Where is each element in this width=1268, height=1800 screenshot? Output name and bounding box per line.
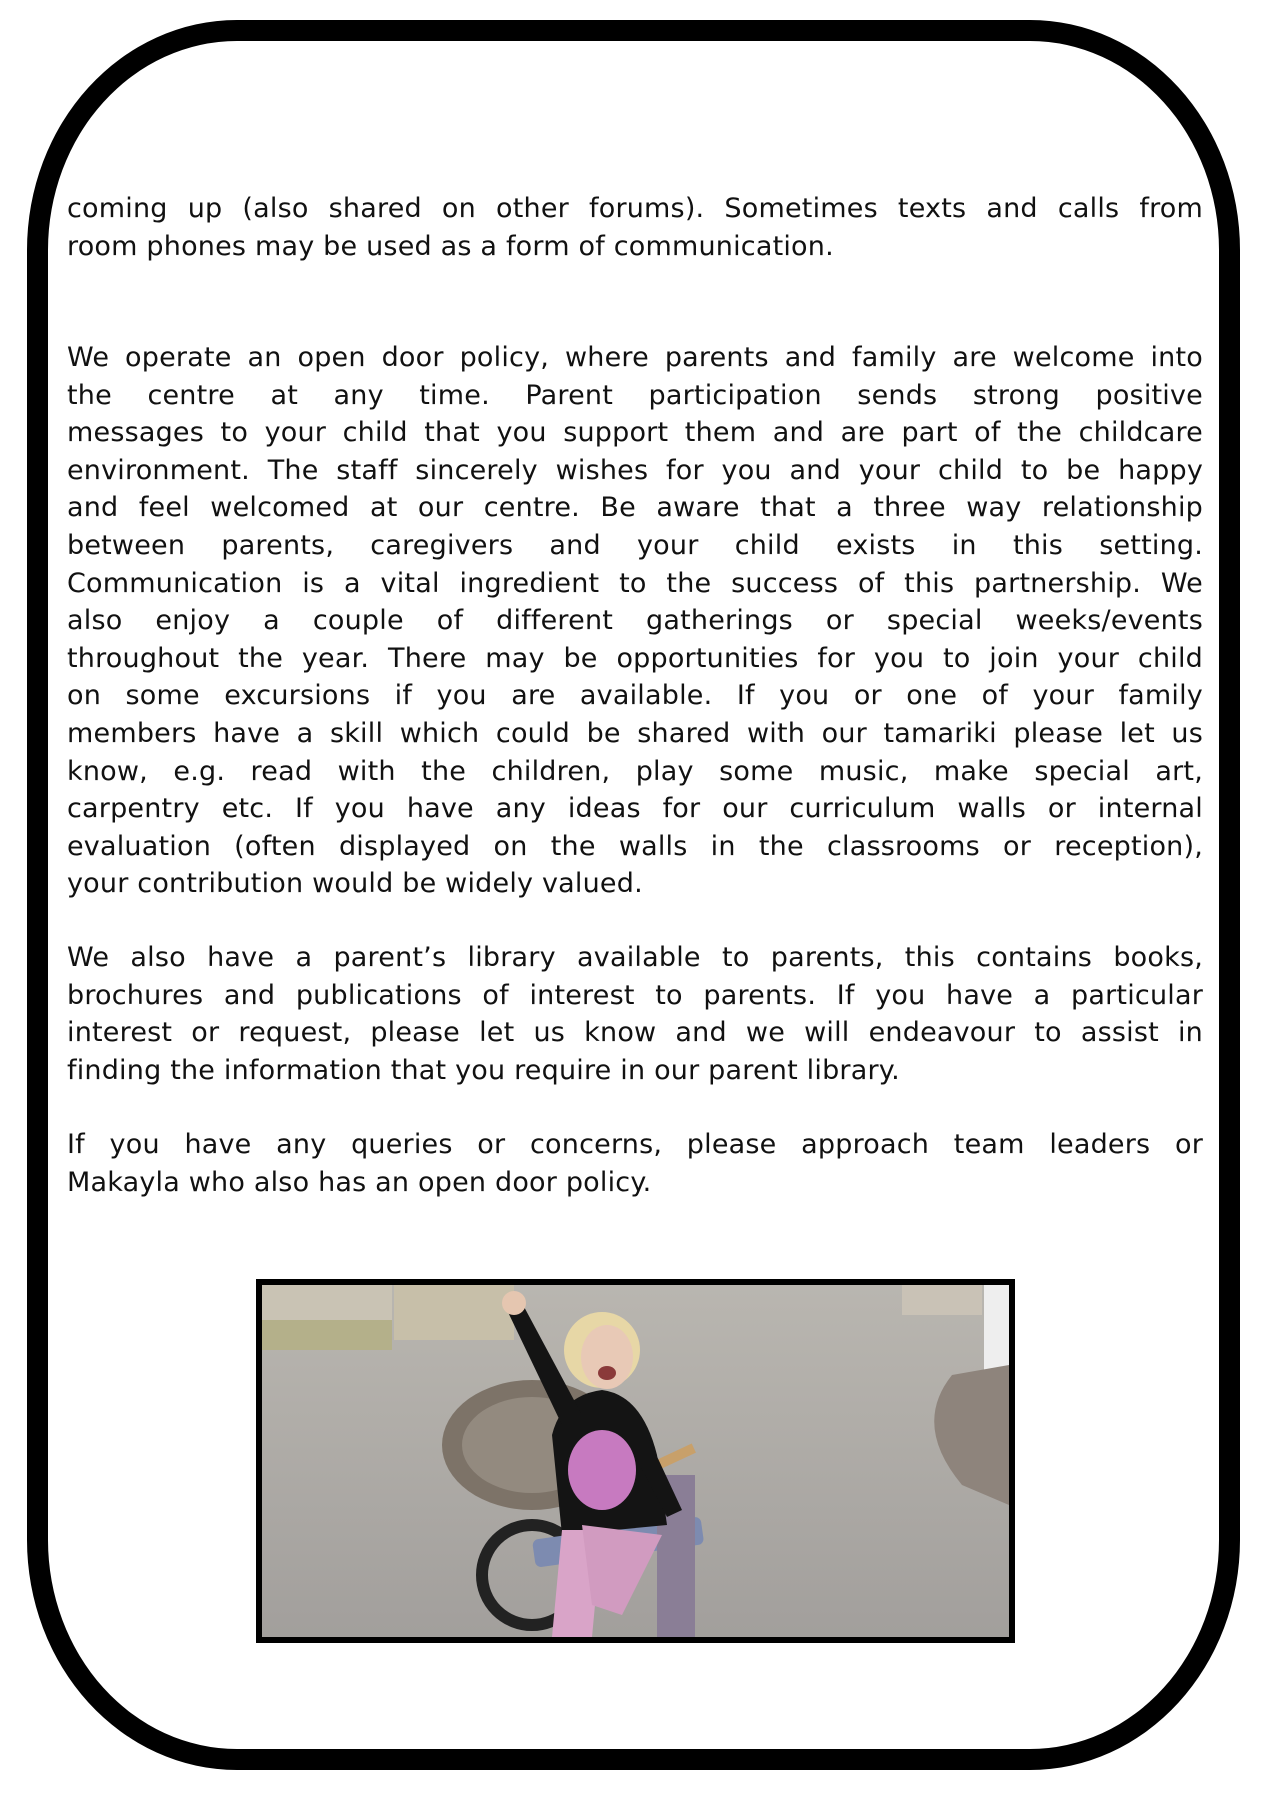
- child-hand: [502, 1291, 526, 1315]
- paragraph-parent-library: [67, 939, 1203, 1089]
- text-line: We also have a parent’s library available to parents, this contains books,: [67, 942, 1203, 973]
- text-line: Makayla who also has an open door policy.: [67, 1166, 652, 1198]
- text-line: evaluation (often displayed on the walls in the classrooms or reception),: [67, 830, 1203, 862]
- photo-illustration: [262, 1285, 1009, 1637]
- text-line: finding the information that you require in our parent library.: [67, 1054, 900, 1086]
- planter-box: [394, 1285, 514, 1340]
- paragraph-communication: [67, 190, 1203, 265]
- text-line: between parents, caregivers and your child exists in this setting.: [67, 529, 1203, 561]
- text-line: room phones may be used as a form of communication.: [67, 230, 834, 262]
- text-line: throughout the year. There may be opportunities for you to join your child: [67, 642, 1203, 674]
- paragraph-queries: [67, 1126, 1203, 1201]
- text-line: your contribution would be widely valued.: [67, 868, 643, 900]
- text-line: coming up (also shared on other forums). Sometimes texts and calls from: [67, 193, 1203, 224]
- text-line: the centre at any time. Parent participation sends strong positive: [67, 379, 1203, 411]
- text-line: environment. The staff sincerely wishes for you and your child to be happy: [67, 454, 1203, 486]
- fence-base: [262, 1320, 392, 1350]
- text-line: also enjoy a couple of different gatherings or special weeks/events: [67, 605, 1203, 637]
- text-line: Communication is a vital ingredient to the success of this partnership. We: [67, 567, 1203, 599]
- text-line: carpentry etc. If you have any ideas for our curriculum walls or internal: [67, 793, 1203, 825]
- text-line: interest or request, please let us know and we will endeavour to assist in: [67, 1017, 1203, 1049]
- photo-child-on-balance-bike: [256, 1279, 1015, 1643]
- text-line: know, e.g. read with the children, play some music, make special art,: [67, 755, 1203, 787]
- text-line: We operate an open door policy, where parents and family are welcome into: [67, 342, 1203, 373]
- text-line: on some excursions if you are available. If you or one of your family: [67, 680, 1203, 712]
- text-line: members have a skill which could be shared with our tamariki please let us: [67, 717, 1203, 749]
- shirt-print: [568, 1430, 636, 1510]
- paragraph-open-door-policy: [67, 339, 1203, 903]
- text-line: brochures and publications of interest to parents. If you have a particular: [67, 979, 1203, 1011]
- text-line: and feel welcomed at our centre. Be aware that a three way relationship: [67, 492, 1203, 524]
- text-line: messages to your child that you support them and are part of the childcare: [67, 417, 1203, 449]
- text-line: If you have any queries or concerns, please approach team leaders or: [67, 1129, 1203, 1160]
- fence-right: [902, 1285, 982, 1315]
